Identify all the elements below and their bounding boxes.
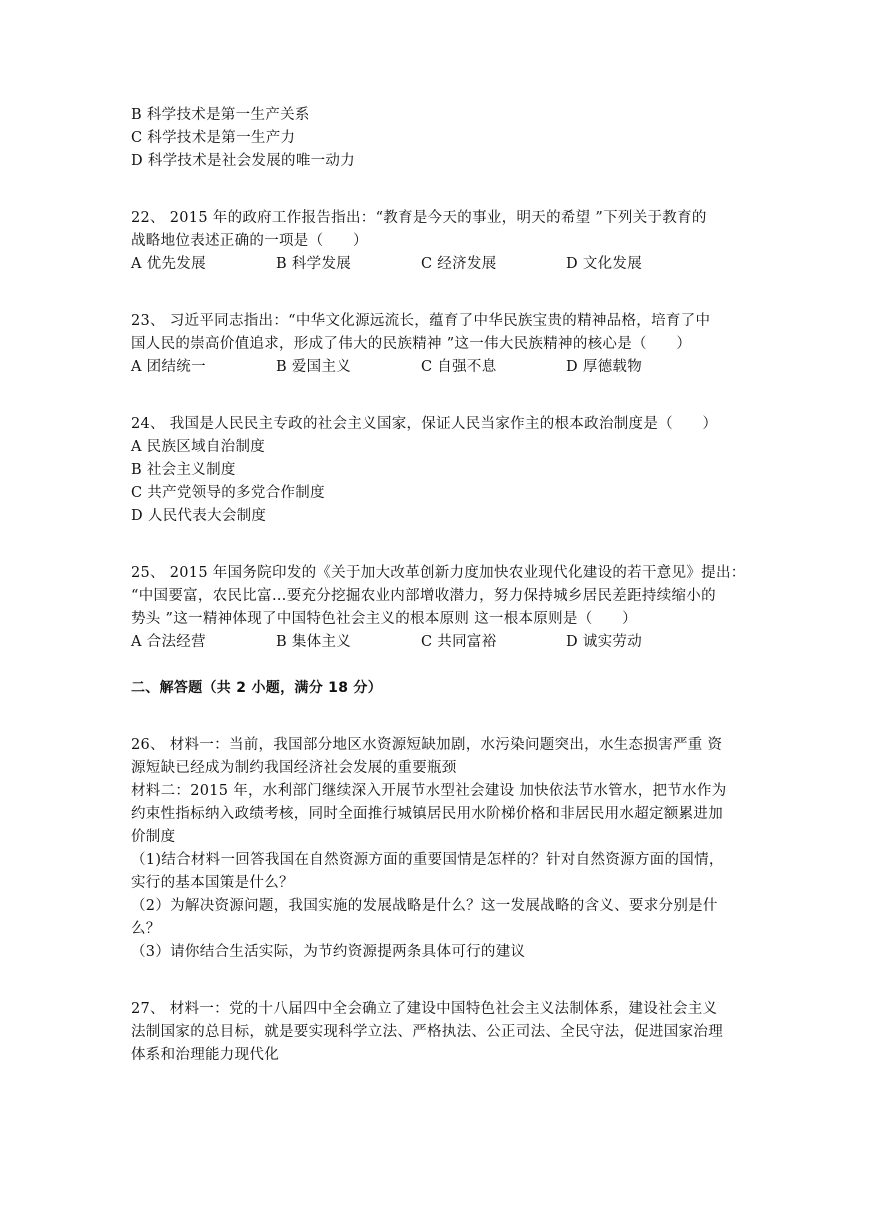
exam-page bbox=[131, 104, 746, 1067]
q22-option-b: B 科学发展 bbox=[276, 256, 352, 272]
q26-material1-line2: 源短缺已经成为制约我国经济社会发展的重要瓶颈 bbox=[131, 760, 457, 776]
q26-material1-line1: 26、 材料一：当前，我国部分地区水资源短缺加剧，水污染问题突出，水生态损害严重 资 bbox=[131, 737, 723, 753]
q22-text-line2: 战略地位表述正确的一项是（ ） bbox=[131, 233, 368, 249]
section-2-title: 二、解答题（共 2 小题，满分 18 分） bbox=[131, 680, 383, 696]
q25-option-b: B 集体主义 bbox=[276, 634, 352, 650]
q27-text-line1: 27、 材料一：党的十八届四中全会确立了建设中国特色社会主义法制体系，建设社会主义 bbox=[131, 1001, 718, 1017]
q26-sub2-line2: 么？ bbox=[131, 921, 161, 937]
q24-option-c: C 共产党领导的多党合作制度 bbox=[131, 485, 325, 501]
q27-text-line2: 法制国家的总目标，就是要实现科学立法、严格执法、公正司法、全民守法，促进国家治理 bbox=[131, 1024, 723, 1040]
q21-option-c: C 科学技术是第一生产力 bbox=[131, 130, 296, 146]
q26-sub1-line1: （1)结合材料一回答我国在自然资源方面的重要国情是怎样的？针对自然资源方面的国情， bbox=[131, 852, 724, 868]
q22-option-a: A 优先发展 bbox=[131, 256, 206, 272]
q25-text-line2: “中国要富，农民比富…要充分挖掘农业内部增收潜力，努力保持城乡居民差距持续缩小的 bbox=[131, 588, 716, 604]
q23-option-d: D 厚德载物 bbox=[566, 359, 643, 375]
q26-sub3-line1: （3）请你结合生活实际，为节约资源提两条具体可行的建议 bbox=[131, 944, 526, 960]
q25-text-line1: 25、 2015 年国务院印发的《关于加大改革创新力度加快农业现代化建设的若干意见》提出： bbox=[131, 565, 746, 581]
q24-option-a: A 民族区域自治制度 bbox=[131, 439, 266, 455]
q25-options bbox=[131, 631, 741, 654]
q22-text-line1: 22、 2015 年的政府工作报告指出：“教育是今天的事业，明天的希望 ”下列关于教育的 bbox=[131, 210, 707, 226]
q23-text-line1: 23、 习近平同志指出：“中华文化源远流长，蕴育了中华民族宝贵的精神品格，培育了中 bbox=[131, 313, 711, 329]
q26-material2-line3: 价制度 bbox=[131, 829, 176, 845]
q23-text-line2: 国人民的崇高价值追求，形成了伟大的民族精神 ”这一伟大民族精神的核心是（ ） bbox=[131, 336, 692, 352]
q21-option-d: D 科学技术是社会发展的唯一动力 bbox=[131, 153, 356, 169]
q23-option-b: B 爱国主义 bbox=[276, 359, 352, 375]
q25-option-d: D 诚实劳动 bbox=[566, 634, 643, 650]
q23-options bbox=[131, 356, 741, 379]
q24-option-b: B 社会主义制度 bbox=[131, 462, 236, 478]
q27-text-line3: 体系和治理能力现代化 bbox=[131, 1047, 279, 1063]
q26-sub2-line1: （2）为解决资源问题，我国实施的发展战略是什么？这一发展战略的含义、要求分别是什 bbox=[131, 898, 718, 914]
q23-option-a: A 团结统一 bbox=[131, 359, 206, 375]
q25-option-c: C 共同富裕 bbox=[421, 634, 497, 650]
q22-options bbox=[131, 253, 741, 276]
q22-option-d: D 文化发展 bbox=[566, 256, 643, 272]
q26-sub1-line2: 实行的基本国策是什么？ bbox=[131, 875, 294, 891]
q26-material2-line2: 约束性指标纳入政绩考核，同时全面推行城镇居民用水阶梯价格和非居民用水超定额累进加 bbox=[131, 806, 723, 822]
q24-option-d: D 人民代表大会制度 bbox=[131, 508, 267, 524]
q25-option-a: A 合法经营 bbox=[131, 634, 206, 650]
q24-text-line1: 24、 我国是人民民主专政的社会主义国家，保证人民当家作主的根本政治制度是（ ） bbox=[131, 416, 718, 432]
q25-text-line3: 势头 ”这一精神体现了中国特色社会主义的根本原则 这一根本原则是（ ） bbox=[131, 611, 637, 627]
q23-option-c: C 自强不息 bbox=[421, 359, 497, 375]
q22-option-c: C 经济发展 bbox=[421, 256, 497, 272]
q26-material2-line1: 材料二：2015 年，水利部门继续深入开展节水型社会建设 加快依法节水管水，把节水作为 bbox=[131, 783, 727, 799]
q21-option-b: B 科学技术是第一生产关系 bbox=[131, 107, 310, 123]
